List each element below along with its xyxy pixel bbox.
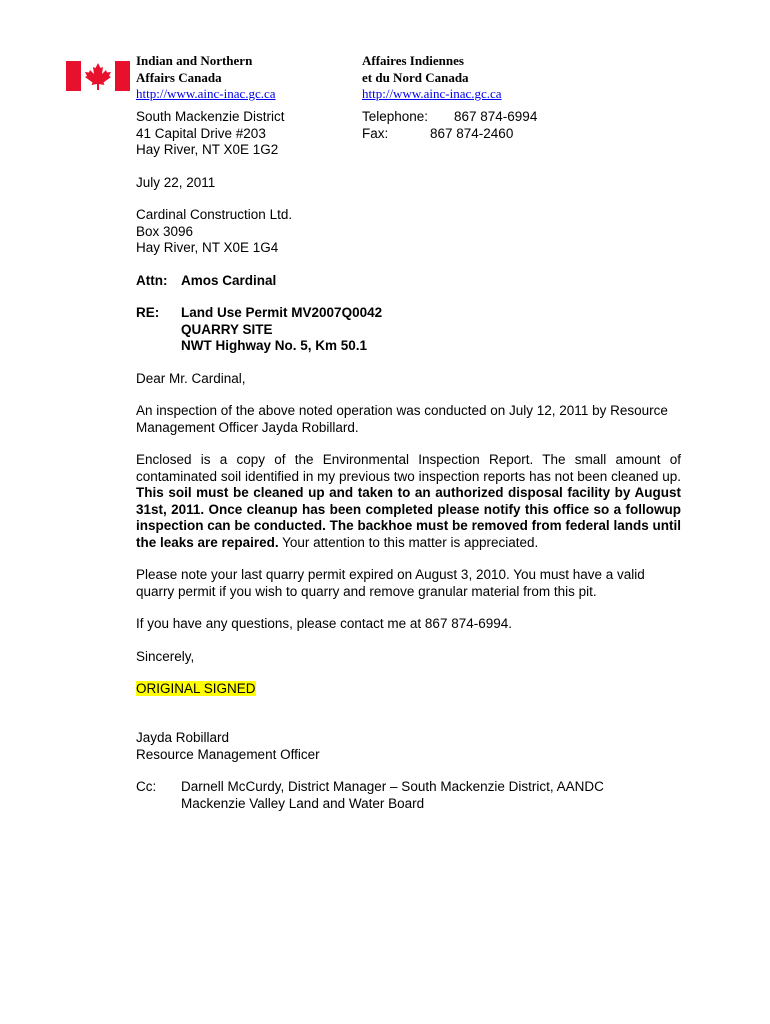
paragraph-report-closing: Your attention to this matter is appreciated. (278, 534, 539, 550)
re-subject-line: NWT Highway No. 5, Km 50.1 (181, 338, 368, 353)
header-english (136, 53, 276, 103)
salutation: Dear Mr. Cardinal, (136, 371, 246, 386)
paragraph-report-intro: Enclosed is a copy of the Environmental Inspection Report. The small amount of contaminated soil identified in my previous two inspection reports has not been cleaned up. (136, 452, 681, 484)
attn-line (136, 273, 681, 290)
website-link-fr[interactable]: http://www.ainc-inac.gc.ca (362, 86, 502, 101)
fax-row (362, 126, 537, 143)
signature-note (136, 681, 681, 698)
closing: Sincerely, (136, 649, 195, 664)
attn-label: Attn: (136, 273, 168, 288)
recipient-line: Cardinal Construction Ltd. (136, 207, 293, 222)
paragraph-permit: Please note your last quarry permit expired on August 3, 2010. You must have a valid quarry permit if you wish to quarry and remove granular material from this pit. (136, 567, 645, 599)
sender-address (136, 109, 285, 159)
sender-address-line: South Mackenzie District (136, 109, 285, 124)
attn-name: Amos Cardinal (181, 273, 277, 288)
re-subject-line: QUARRY SITE (181, 321, 273, 337)
recipient-line: Hay River, NT X0E 1G4 (136, 240, 279, 255)
re-block (136, 305, 681, 355)
re-label: RE: (136, 305, 160, 320)
department-name-en-line1: Indian and Northern (136, 53, 253, 68)
contact-block (362, 109, 537, 142)
sender-address-line: Hay River, NT X0E 1G2 (136, 142, 279, 157)
re-subject-line: Land Use Permit MV2007Q0042 (181, 305, 383, 320)
signer-block (136, 730, 681, 763)
paragraph-report (136, 452, 681, 551)
sender-address-line: 41 Capital Drive #203 (136, 125, 266, 141)
department-name-en-line2: Affairs Canada (136, 69, 222, 85)
department-name-fr-line2: et du Nord Canada (362, 69, 469, 85)
recipient-line: Box 3096 (136, 223, 194, 239)
paragraph-inspection: An inspection of the above noted operation was conducted on July 12, 2011 by Resource Management Officer Jayda Robillard. (136, 403, 668, 435)
recipient-address (136, 207, 681, 257)
letter-date: July 22, 2011 (136, 175, 216, 190)
signer-title: Resource Management Officer (136, 746, 320, 762)
header-french (362, 53, 502, 103)
telephone-label: Telephone: (362, 109, 429, 124)
fax-label: Fax: (362, 125, 389, 141)
signer-name: Jayda Robillard (136, 730, 230, 745)
telephone-number: 867 874-6994 (454, 109, 538, 124)
canada-flag-icon (66, 61, 130, 91)
cc-recipient: Darnell McCurdy, District Manager – South Mackenzie District, AANDC (181, 779, 604, 794)
department-name-fr-line1: Affaires Indiennes (362, 53, 464, 68)
paragraph-contact: If you have any questions, please contact me at 867 874-6994. (136, 616, 513, 631)
original-signed-highlight: ORIGINAL SIGNED (136, 681, 256, 696)
cc-recipient: Mackenzie Valley Land and Water Board (181, 795, 425, 811)
fax-number: 867 874-2460 (430, 125, 514, 141)
paragraph-report-requirement: This soil must be cleaned up and taken to an authorized disposal facility by August 31st, 2011. Once cleanup has been completed please notify this office so a followup inspection can be conducted. The backhoe must be removed from federal lands until the leaks are repaired. (136, 485, 681, 550)
telephone-row (362, 109, 537, 126)
website-link-en[interactable]: http://www.ainc-inac.gc.ca (136, 86, 276, 101)
cc-block (136, 779, 681, 812)
cc-label: Cc: (136, 779, 157, 794)
